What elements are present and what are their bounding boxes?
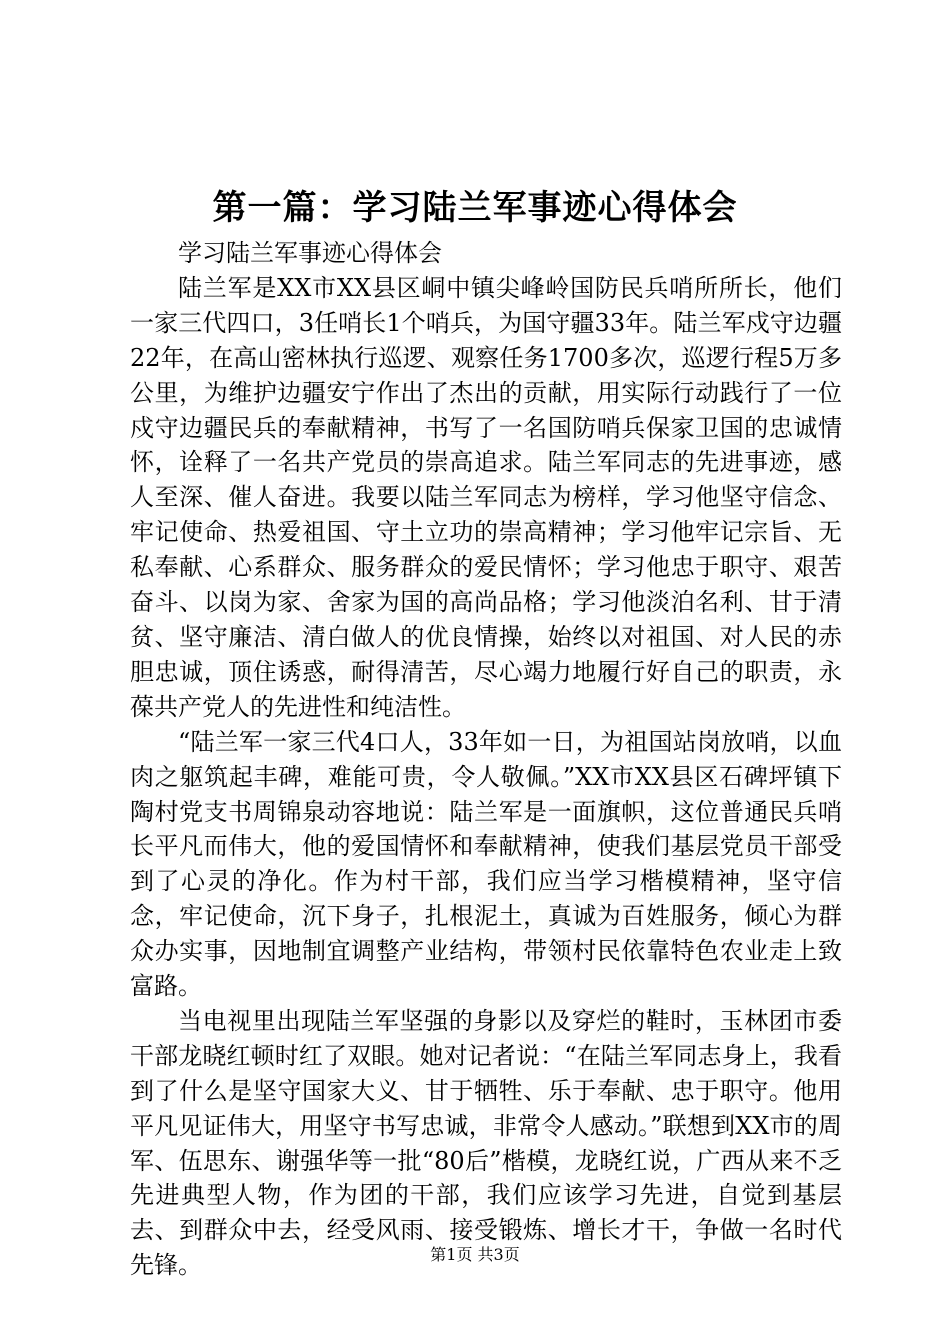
page-number-footer: 第1页 共3页: [430, 1245, 520, 1264]
document-title: 第一篇：学习陆兰军事迹心得体会: [212, 188, 738, 228]
paragraph: 陆兰军是XX市XX县区峒中镇尖峰岭国防民兵哨所所长，他们一家三代四口，3任哨长1个哨兵，为国守疆33年。陆兰军戍守边疆22年，在高山密林执行巡逻、观察任务1700多次，巡逻行程5万多公里，为维护边疆安宁作出了杰出的贡献，用实际行动践行了一位戍守边疆民兵的奉献精神，书写了一名国防哨兵保家卫国的忠诚情怀，诠释了一名共产党员的崇高追求。陆兰军同志的先进事迹，感人至深、催人奋进。我要以陆兰军同志为榜样，学习他坚守信念、牢记使命、热爱祖国、守土立功的崇高精神；学习他牢记宗旨、无私奉献、心系群众、服务群众的爱民情怀；学习他忠于职守、艰苦奋斗、以岗为家、舍家为国的高尚品格；学习他淡泊名利、甘于清贫、坚守廉洁、清白做人的优良情操，始终以对祖国、对人民的赤胆忠诚，顶住诱惑，耐得清苦，尽心竭力地履行好自己的职责，永葆共产党人的先进性和纯洁性。: [130, 273, 842, 721]
document-body: [130, 236, 842, 1283]
paragraph: 当电视里出现陆兰军坚强的身影以及穿烂的鞋时，玉林团市委干部龙晓红顿时红了双眼。她对记者说：“在陆兰军同志身上，我看到了什么是坚守国家大义、甘于牺牲、乐于奉献、忠于职守。他用平凡见证伟大，用坚守书写忠诚，非常令人感动。”联想到XX市的周军、伍思东、谢强华等一批“80后”楷模，龙晓红说，广西从来不乏先进典型人物，作为团的干部，我们应该学习先进，自觉到基层去、到群众中去，经受风雨、接受锻炼、增长才干，争做一名时代先锋。: [130, 1006, 842, 1280]
paragraph: “陆兰军一家三代4口人，33年如一日，为祖国站岗放哨，以血肉之躯筑起丰碑，难能可贵，令人敬佩。”XX市XX县区石碑坪镇下陶村党支书周锦泉动容地说：陆兰军是一面旗帜，这位普通民兵哨长平凡而伟大，他的爱国情怀和奉献精神，使我们基层党员干部受到了心灵的净化。作为村干部，我们应当学习楷模精神，坚守信念，牢记使命，沉下身子，扎根泥土，真诚为百姓服务，倾心为群众办实事，因地制宜调整产业结构，带领村民依靠特色农业走上致富路。: [130, 727, 842, 1001]
paragraph-subtitle: 学习陆兰军事迹心得体会: [178, 239, 442, 267]
